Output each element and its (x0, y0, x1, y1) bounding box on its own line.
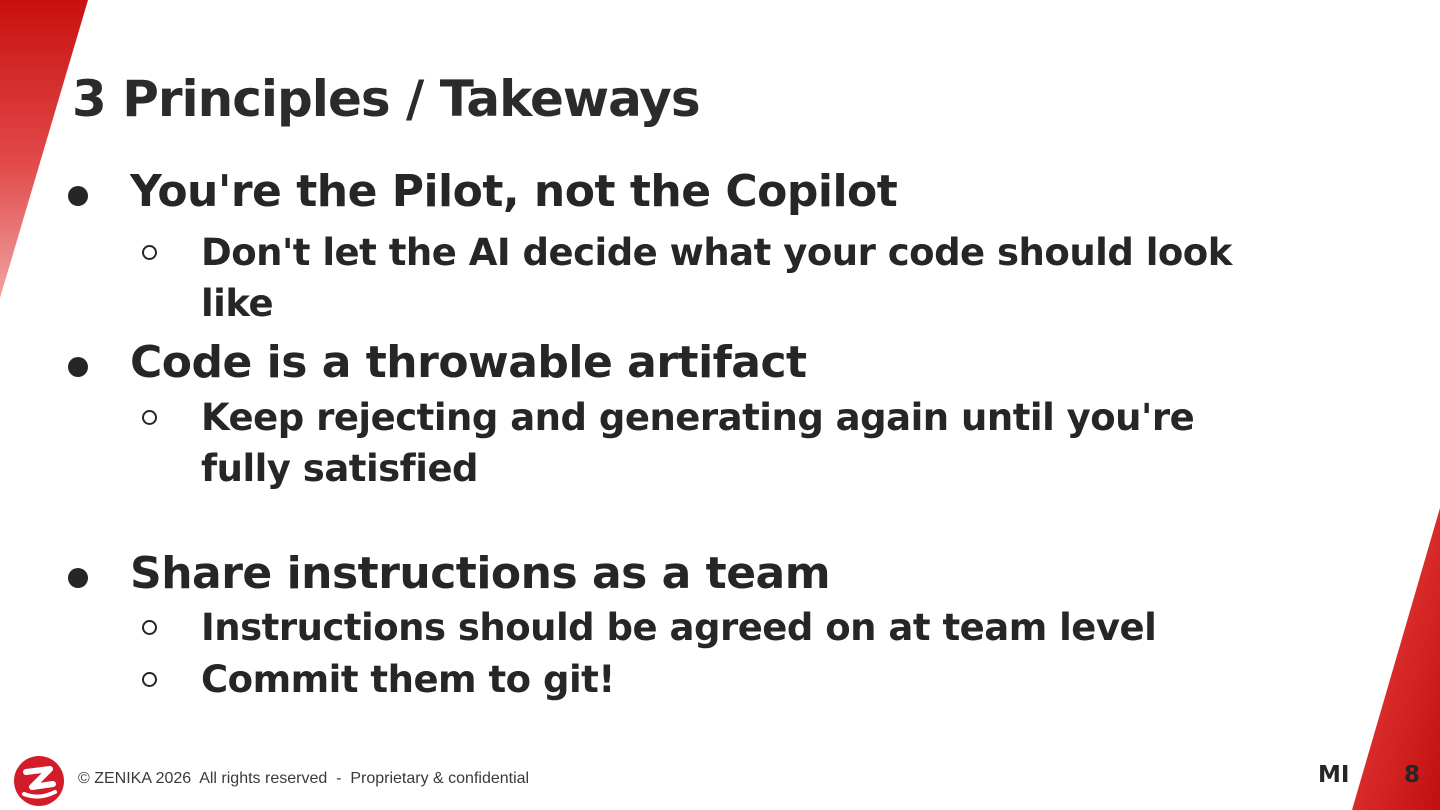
slide-title: 3 Principles / Takeways (72, 70, 700, 128)
section-heading-1: You're the Pilot, not the Copilot (130, 166, 898, 217)
sub-bullet-icon (142, 672, 157, 687)
bottom-right-red-slant (1352, 508, 1440, 810)
footer-copyright: © ZENIKA 2026 All rights reserved - Proprietary & confidential (78, 770, 530, 787)
sub-bullet-icon (142, 620, 157, 635)
section-2-subitem-1: Keep rejecting and generating again until you're fully satisfied (201, 396, 1195, 490)
section-3-subitem-1: Instructions should be agreed on at team level (201, 606, 1157, 649)
bullet-icon (68, 568, 88, 588)
zenika-logo-icon (12, 754, 66, 808)
section-3-subitem-2: Commit them to git! (201, 658, 615, 701)
section-heading-3: Share instructions as a team (130, 548, 831, 599)
sub-bullet-icon (142, 245, 157, 260)
presenter-initials: MI (1318, 762, 1350, 788)
sub-bullet-icon (142, 410, 157, 425)
bullet-icon (68, 186, 88, 206)
section-heading-2: Code is a throwable artifact (130, 337, 807, 388)
page-number: 8 (1404, 762, 1421, 788)
section-1-subitem-1: Don't let the AI decide what your code should look like (201, 231, 1232, 325)
bullet-icon (68, 357, 88, 377)
